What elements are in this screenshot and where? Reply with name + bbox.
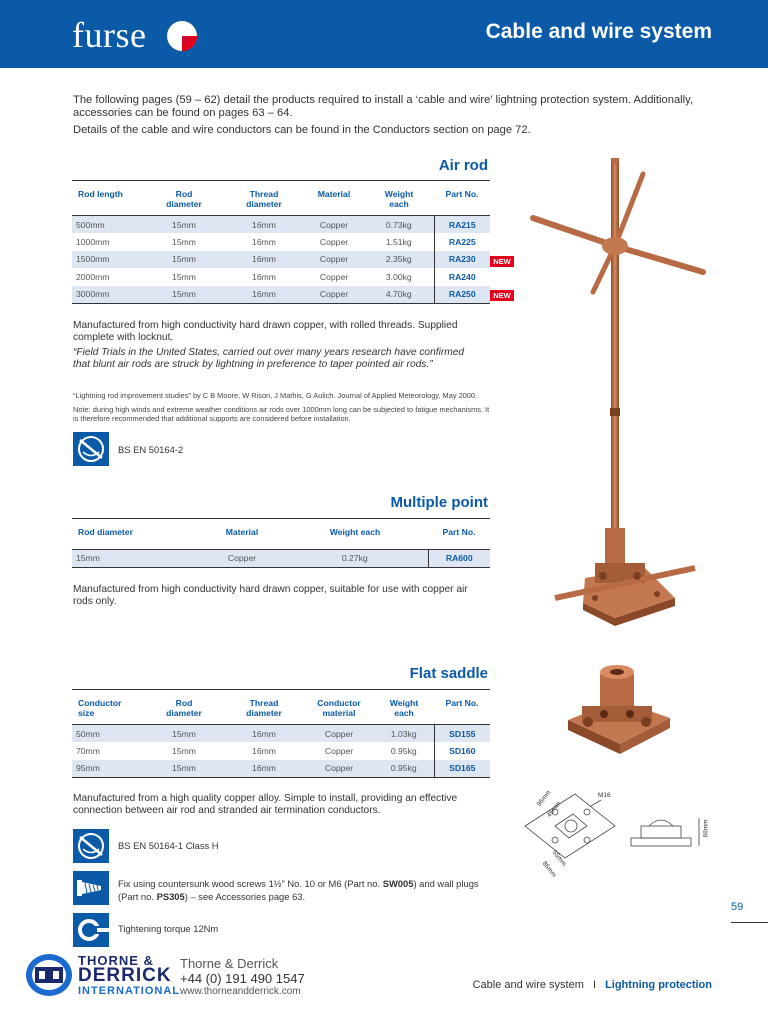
column-header: Weight each [389,698,419,718]
table-cell: Copper [202,550,282,568]
furse-logo: furse [72,15,147,55]
dimension-label: 55mm [550,849,568,868]
wood-screw-icon [73,871,109,905]
column-header: Part No. [442,527,476,537]
company-website[interactable]: www.thorneandderrick.com [180,986,301,997]
table-cell: 16mm [224,286,304,304]
air-rod-note: Note: during high winds and extreme weather conditions air rods over 1000mm long can be subjected to fatigue mechanisms. It is therefore recommended that additional supports are considered before installation. [73,405,490,424]
air-rod-table [72,180,490,304]
column-header: Rod length [78,189,123,199]
column-header: Thread diameter [246,698,282,718]
multiple-point-description: Manufactured from high conductivity hard drawn copper, suitable for use with copper air rods only. [73,584,468,608]
flat-saddle-standard: BS EN 50164-1 Class H [118,840,219,851]
multiple-point-table [72,518,490,568]
table-row [72,233,490,251]
air-rod-description: Manufactured from high conductivity hard drawn copper, with rolled threads. Supplied complete with locknut. [73,320,458,344]
dimension-label: 45mm [545,800,563,819]
bs-en-standard-icon [73,829,109,863]
footer-breadcrumb [473,979,712,991]
table-cell: 3000mm [72,286,144,304]
footer-separator: I [592,979,596,991]
table-cell: 1500mm [72,251,144,269]
table-cell: Copper [319,272,349,283]
table-cell: 15mm [172,745,196,756]
air-rod-quote: “Field Trials in the United States, carried out over many years research have confirmed that blunt air rods are struck by lightning in preference to taper pointed air rods.” [73,347,465,371]
dimension-label: 96mm [535,789,553,808]
table-row [72,286,490,304]
table-cell: 2000mm [76,272,110,283]
table-header-row [72,181,490,216]
column-header: Conductor size [78,698,122,718]
table-cell: Copper [304,286,364,304]
part-number: RA215 [434,216,490,234]
table-cell: 3.00kg [385,272,412,283]
multiple-point-title: Multiple point [390,494,488,511]
tightening-torque: Tightening torque 12Nm [118,923,219,934]
bs-en-standard-icon [73,432,109,466]
table-cell: Copper [304,760,374,778]
part-number: RA240 [434,268,490,286]
intro-text [73,94,713,142]
table-cell: 15mm [144,725,224,743]
table-cell: Copper [304,725,374,743]
column-header: Weight each [329,527,381,537]
td-logo-line1: THORNE & [78,953,154,968]
table-cell: 16mm [252,745,276,756]
fixing-instructions [118,877,498,903]
part-number: SD165 [434,760,490,778]
torque-wrench-icon [73,913,109,947]
table-row [72,268,490,286]
flat-saddle-description: Manufactured from a high quality copper alloy. Simple to install, providing an effective connection between air rod and stranded air termination conductors. [73,793,458,817]
table-cell: 0.95kg [374,760,434,778]
flat-saddle-title: Flat saddle [409,665,488,682]
table-cell: 16mm [252,272,276,283]
table-header-row [72,690,490,725]
column-header: Rod diameter [166,189,202,209]
table-cell: 16mm [224,725,304,743]
column-header: Conductor material [317,698,361,718]
fixing-text: Fix using countersunk wood screws 1½” No. 10 or M6 (Part no. [118,878,383,889]
new-badge: NEW [490,256,514,267]
dimension-label: 86mm [540,860,558,879]
table-cell: 15mm [172,272,196,283]
table-cell: 16mm [252,236,276,247]
furse-logo-mark-icon [166,20,198,52]
table-cell: 0.27kg [282,550,428,568]
air-rod-standard: BS EN 50164-2 [118,444,184,455]
part-number: SD155 [434,725,490,743]
fixing-text: ) – see Accessories page 63. [184,891,306,902]
table-cell: 1.51kg [385,236,412,247]
column-header: Part No. [445,698,479,708]
fixing-text: ) and wall plugs (Part no. [118,878,479,902]
intro-paragraph-2: Details of the cable and wire conductors can be found in the Conductors section on page 72. [73,124,531,137]
part-number: RA600 [428,550,490,568]
footer-section: Cable and wire system [472,979,584,991]
column-header: Rod diameter [166,698,202,718]
flat-saddle-image [560,660,676,764]
table-row [72,216,490,234]
table-cell: 0.73kg [364,216,434,234]
td-logo-line3: INTERNATIONAL [78,985,181,997]
column-header: Rod diameter [78,527,133,537]
page-title: Cable and wire system [485,20,712,43]
table-cell: 2.35kg [364,251,434,269]
table-cell: 16mm [224,216,304,234]
table-cell: 500mm [72,216,144,234]
part-ps305: PS305 [156,891,185,902]
thorne-derrick-logo-icon [25,953,73,997]
page-header [0,0,768,68]
table-cell: 0.95kg [390,745,417,756]
height-label: 66mm [702,819,710,838]
footer-category: Lightning protection [605,979,712,991]
table-cell: Copper [304,216,364,234]
table-row [72,550,490,568]
air-rod-title: Air rod [438,157,488,174]
table-header-row [72,519,490,550]
table-cell: 15mm [172,236,196,247]
column-header: Part No. [445,189,479,199]
table-cell: Copper [304,251,364,269]
part-number: SD160 [434,742,490,760]
table-cell: 1.03kg [374,725,434,743]
table-cell: 15mm [72,550,202,568]
td-logo-line2: DERRICK [78,965,172,986]
part-sw005: SW005 [382,878,414,889]
table-row [72,251,490,269]
table-cell: 15mm [144,251,224,269]
table-cell: Copper [324,745,354,756]
flat-saddle-table [72,689,490,778]
company-name: Thorne & Derrick [180,956,279,971]
table-cell: 95mm [72,760,144,778]
new-badge: NEW [490,290,514,301]
air-rod-with-multiple-point-image [525,158,715,628]
column-header: Weight each [384,189,414,209]
table-cell: 1000mm [76,236,110,247]
table-cell: 15mm [144,286,224,304]
table-cell: 15mm [144,216,224,234]
column-header: Thread diameter [246,189,282,209]
page-number: 59 [731,901,744,913]
table-cell: Copper [319,236,349,247]
table-cell: 16mm [224,760,304,778]
part-number: RA250 [434,286,490,304]
table-cell: 70mm [76,745,100,756]
table-cell: 16mm [224,251,304,269]
part-number: RA230 [434,251,490,269]
table-cell: 4.70kg [364,286,434,304]
table-row [72,725,490,743]
table-row [72,760,490,778]
intro-paragraph-1: The following pages (59 – 62) detail the products required to install a ‘cable and wire’ lightning protection system. Additionally, accessories can be found on pages 63 – 64. [73,94,694,120]
company-phone: +44 (0) 191 490 1547 [180,971,305,986]
table-cell: 50mm [72,725,144,743]
table-cell: 15mm [144,760,224,778]
column-header: Material [317,189,351,199]
thread-label: M16 [598,792,611,799]
table-row [72,742,490,760]
column-header: Material [225,527,259,537]
part-number: RA225 [434,233,490,251]
air-rod-reference: “Lightning rod improvement studies” by C B Moore, W Rison, J Mathis, G Aulich. Journal of Applied Meteorology, May 2000. [73,391,478,400]
page-number-rule [731,922,768,923]
